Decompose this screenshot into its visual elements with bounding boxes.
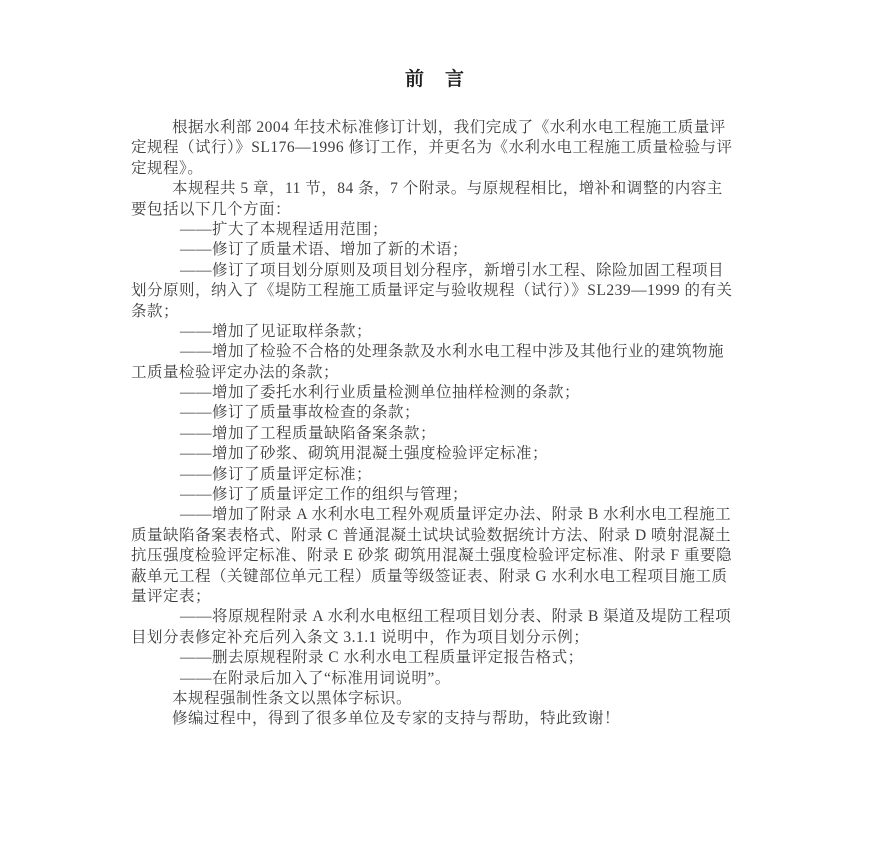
text-line: 划分原则，纳入了《堤防工程施工质量评定与验收规程（试行）》SL239—1999 的有关 [131, 282, 733, 300]
text-line: 质量缺陷备案表格式、附录 C 普通混凝土试块试验数据统计方法、附录 D 喷射混凝土 [131, 526, 732, 544]
text-line: 定规程（试行）》SL176—1996 修订工作，并更名为《水利水电工程施工质量检验与评 [131, 139, 733, 157]
text-line: 修编过程中，得到了很多单位及专家的支持与帮助，特此致谢！ [172, 710, 621, 728]
text-line: ——修订了质量评定标准； [180, 465, 373, 483]
text-line: ——删去原规程附录 C 水利水电工程质量评定报告格式； [180, 649, 584, 667]
text-line: 根据水利部 2004 年技术标准修订计划，我们完成了《水利水电工程施工质量评 [172, 119, 726, 136]
text-line: ——增加了砂浆、砌筑用混凝土强度检验评定标准； [180, 445, 549, 463]
text-line: 本规程共 5 章，11 节，84 条，7 个附录。与原规程相比，增补和调整的内容主 [172, 180, 723, 198]
text-line: 目划分表修定补充后列入条文 3.1.1 说明中，作为项目划分示例； [131, 628, 590, 646]
text-line: ——在附录后加入了“标准用词说明”。 [180, 669, 451, 687]
text-line: ——增加了委托水利行业质量检测单位抽样检测的条款； [180, 384, 581, 402]
text-line: ——增加了检验不合格的处理条款及水利水电工程中涉及其他行业的建筑物施 [180, 343, 725, 361]
text-line: 定规程》。 [131, 159, 204, 177]
text-line: 量评定表； [131, 587, 212, 605]
document-body [131, 118, 791, 730]
text-line: ——将原规程附录 A 水利水电枢纽工程项目划分表、附录 B 渠道及堤防工程项 [180, 608, 732, 626]
text-line: ——修订了质量评定工作的组织与管理； [180, 486, 469, 504]
text-line: 蔽单元工程（关键部位单元工程）质量等级签证表、附录 G 水利水电工程项目施工质 [131, 567, 728, 585]
text-line: 要包括以下几个方面： [131, 200, 292, 218]
text-line: ——增加了见证取样条款； [180, 322, 373, 340]
text-line: 工质量检验评定办法的条款； [131, 363, 340, 381]
text-line: ——扩大了本规程适用范围； [180, 220, 389, 238]
text-line: 条款； [131, 302, 180, 320]
text-line: 本规程强制性条文以黑体字标识。 [172, 689, 413, 707]
text-line: ——增加了工程质量缺陷备案条款； [180, 424, 437, 442]
page-title: 前 言 [404, 69, 465, 90]
text-line: ——增加了附录 A 水利水电工程外观质量评定办法、附录 B 水利水电工程施工 [180, 506, 732, 524]
text-line: ——修订了项目划分原则及项目划分程序，新增引水工程、除险加固工程项目 [180, 261, 725, 279]
text-line: ——修订了质量术语、增加了新的术语； [180, 241, 469, 259]
text-line: ——修订了质量事故检查的条款； [180, 404, 421, 422]
text-line: 抗压强度检验评定标准、附录 E 砂浆 砌筑用混凝土强度检验评定标准、附录 F 重要隐 [131, 547, 732, 565]
